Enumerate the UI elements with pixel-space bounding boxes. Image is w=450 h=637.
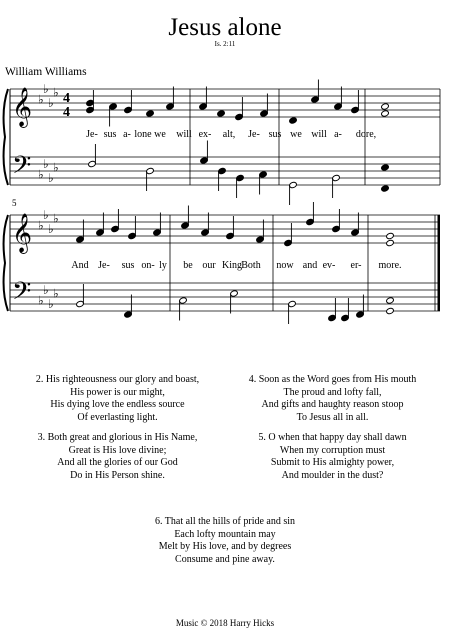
verse-line: Do in His Person shine. — [70, 469, 165, 481]
flat-icon: ♭ — [43, 157, 49, 171]
bass-clef-icon: 𝄢 — [12, 151, 32, 186]
flat-icon: ♭ — [38, 167, 44, 182]
verse-4 — [225, 374, 440, 424]
scripture-reference: Is. 2:11 — [214, 40, 236, 48]
time-signature-bottom: 4 — [63, 105, 70, 120]
lyric-syllable: on- — [141, 260, 155, 271]
flat-icon: ♭ — [48, 222, 54, 236]
lyric-syllable: Both — [241, 260, 261, 271]
lyric-syllable: dore, — [355, 129, 377, 140]
flat-icon: ♭ — [53, 286, 59, 301]
lyric-syllable: a- — [334, 129, 342, 140]
verse-line: Of everlasting light. — [77, 411, 158, 423]
measure-number: 5 — [12, 198, 17, 208]
verse-line: And all the glories of our God — [57, 457, 178, 469]
treble-clef-icon: 𝄞 — [12, 213, 33, 253]
verse-line: The proud and lofty fall, — [283, 386, 382, 398]
score-system-1 — [4, 80, 440, 206]
lyric-syllable: King — [222, 260, 242, 271]
lyric-syllable: And — [71, 260, 89, 271]
flat-icon: ♭ — [38, 218, 44, 233]
lyric-syllable: and — [302, 260, 318, 271]
half-note-head — [386, 307, 395, 314]
score-system-2 — [4, 198, 440, 324]
lyric-syllable: our — [202, 260, 216, 271]
quarter-note-head — [289, 117, 298, 124]
lyric-syllable: sus — [103, 129, 117, 140]
lyric-syllable: be — [183, 260, 193, 271]
verse-line: 5. O when that happy day shall dawn — [258, 432, 407, 443]
flat-icon: ♭ — [43, 82, 49, 96]
flat-icon: ♭ — [38, 293, 44, 308]
lyric-syllable: alt, — [222, 129, 236, 140]
flat-icon: ♭ — [48, 96, 54, 110]
verse-line: His power is our might, — [70, 386, 165, 398]
quarter-note-head — [146, 110, 155, 117]
page-title: Jesus alone — [168, 14, 282, 41]
bass-clef-icon: 𝄢 — [12, 277, 32, 312]
time-signature-top: 4 — [63, 91, 70, 106]
copyright-notice: Music © 2018 Harry Hicks — [175, 618, 275, 628]
final-bar-line — [438, 215, 441, 311]
flat-icon: ♭ — [43, 208, 49, 222]
verse-line: Each lofty mountain may — [174, 528, 276, 540]
lyric-syllable: Je- — [98, 260, 110, 271]
verse-line: 3. Both great and glorious in His Name, — [37, 432, 198, 443]
verse-3 — [10, 432, 225, 482]
lyric-syllable: ly — [159, 260, 167, 271]
flat-icon: ♭ — [53, 85, 59, 100]
verse-line: Great is His love divine; — [68, 444, 167, 456]
half-note-head — [386, 297, 395, 304]
verse-line: To Jesus all in all. — [296, 411, 369, 423]
lyric-syllable: we — [154, 129, 166, 140]
quarter-note-head — [217, 110, 226, 117]
lyric-syllable: ex- — [198, 129, 212, 140]
lyric-syllable: Je- — [86, 129, 98, 140]
half-note-head — [381, 103, 390, 110]
verse-line: And moulder in the dust? — [281, 469, 384, 481]
verse-line: 2. His righteousness our glory and boast, — [35, 374, 200, 385]
lyric-syllable: ev- — [322, 260, 336, 271]
composer-credit: William Williams — [5, 66, 87, 78]
lyric-syllable: sus — [268, 129, 282, 140]
flat-icon: ♭ — [38, 92, 44, 107]
flat-icon: ♭ — [43, 283, 49, 297]
verse-line: Submit to His almighty power, — [270, 457, 395, 469]
flat-icon: ♭ — [48, 171, 54, 185]
verse-line: Melt by His love, and by degrees — [158, 541, 292, 553]
verse-6 — [110, 516, 340, 566]
verse-line: And gifts and haughty reason stoop — [261, 399, 404, 411]
quarter-note-head — [381, 164, 390, 171]
verse-5 — [225, 432, 440, 482]
lyric-syllable: lone — [134, 129, 152, 140]
lyric-syllable: a- — [123, 129, 131, 140]
lyric-syllable: more. — [378, 260, 402, 271]
half-note-head — [386, 232, 395, 239]
flat-icon: ♭ — [53, 211, 59, 226]
quarter-note-head — [381, 185, 390, 192]
treble-clef-icon: 𝄞 — [12, 87, 33, 127]
lyric-syllable: will — [311, 129, 327, 140]
lyric-syllable: we — [290, 129, 302, 140]
flat-icon: ♭ — [48, 297, 54, 311]
half-note-head — [386, 239, 395, 246]
lyric-syllable: sus — [121, 260, 135, 271]
half-note-head — [381, 110, 390, 117]
lyric-syllable: will — [176, 129, 192, 140]
brace-icon — [4, 89, 8, 185]
verse-line: When my corruption must — [279, 444, 386, 456]
brace-icon — [4, 215, 8, 311]
lyric-syllable: now — [276, 260, 294, 271]
lyric-syllable: Je- — [248, 129, 260, 140]
flat-icon: ♭ — [53, 160, 59, 175]
verse-line: 4. Soon as the Word goes from His mouth — [248, 374, 417, 385]
lyric-syllable: er- — [350, 260, 362, 271]
verse-line: 6. That all the hills of pride and sin — [154, 516, 296, 527]
verse-line: His dying love the endless source — [50, 399, 185, 411]
verse-2 — [10, 374, 225, 424]
verse-line: Consume and pine away. — [175, 553, 275, 565]
